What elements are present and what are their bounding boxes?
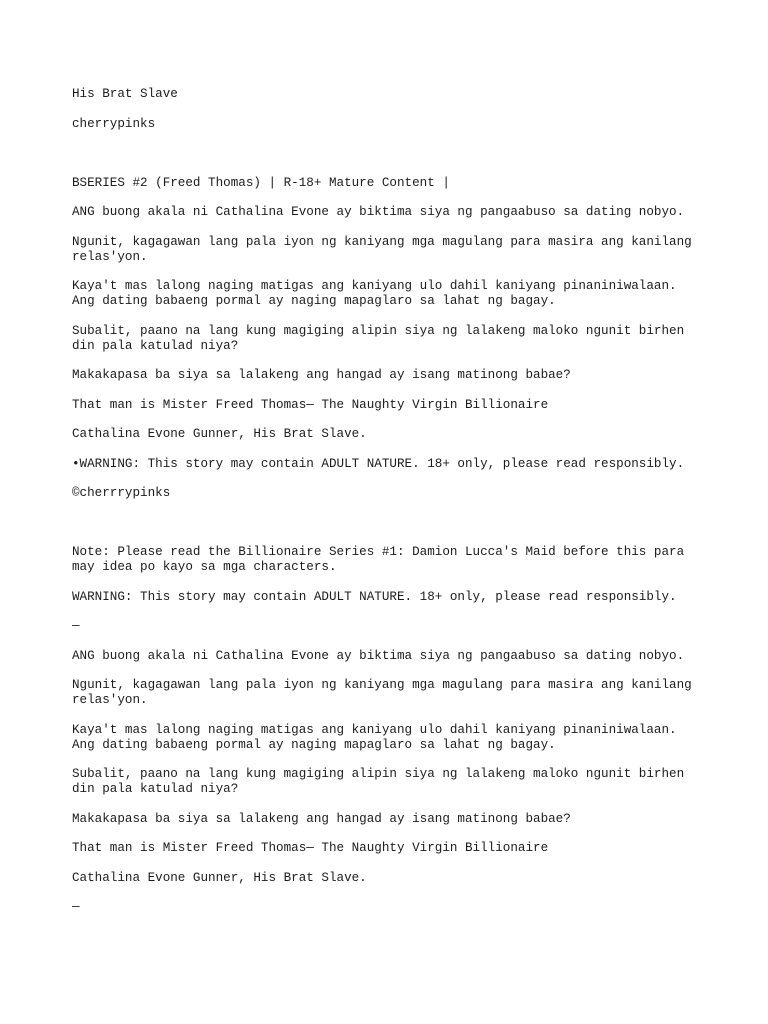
blurb-warning: •WARNING: This story may contain ADULT NATURE. 18+ only, please read responsibly. xyxy=(72,456,685,471)
repeat-paragraph: Cathalina Evone Gunner, His Brat Slave. xyxy=(72,870,367,885)
blurb-series-line: BSERIES #2 (Freed Thomas) | R-18+ Mature Content | xyxy=(72,175,450,190)
blurb-paragraph: Makakapasa ba siya sa lalakeng ang hangad ay isang matinong babae? xyxy=(72,368,571,382)
blurb-paragraph: That man is Mister Freed Thomas— The Naughty Virgin Billionaire xyxy=(72,397,549,412)
blurb-paragraph: Cathalina Evone Gunner, His Brat Slave. xyxy=(72,427,367,441)
blurb-paragraph: ANG buong akala ni Cathalina Evone ay biktima siya ng pangaabuso sa dating nobyo. xyxy=(72,205,685,219)
repeat-paragraph: Subalit, paano na lang kung magiging alipin siya ng lalakeng maloko ngunit birhen din pala katulad niya? xyxy=(72,767,685,796)
blurb-paragraph: Ngunit, kagagawan lang pala iyon ng kaniyang mga magulang para masira ang kanilang relas'yon. xyxy=(72,234,692,264)
blurb-paragraph: Subalit, paano na lang kung magiging alipin siya ng lalakeng maloko ngunit birhen din pala katulad niya? xyxy=(72,323,685,353)
blurb-paragraph: Kaya't mas lalong naging matigas ang kaniyang ulo dahil kaniyang pinaniniwalaan. Ang dating babaeng pormal ay naging mapaglaro sa lahat ng bagay. xyxy=(72,279,677,308)
blurb-copyright: ©cherrrypinks xyxy=(72,486,171,500)
repeat-paragraph: That man is Mister Freed Thomas— The Naughty Virgin Billionaire xyxy=(72,841,549,855)
document-author: cherrypinks xyxy=(72,116,156,131)
reader-note: Note: Please read the Billionaire Series #1: Damion Lucca's Maid before this para may idea po kayo sa mga characters. xyxy=(72,545,685,574)
repeat-paragraph: ANG buong akala ni Cathalina Evone ay biktima siya ng pangaabuso sa dating nobyo. xyxy=(72,648,685,663)
repeat-paragraph: Kaya't mas lalong naging matigas ang kaniyang ulo dahil kaniyang pinaniniwalaan. Ang dating babaeng pormal ay naging mapaglaro sa lahat ng bagay. xyxy=(72,722,677,752)
repeat-paragraph: Makakapasa ba siya sa lalakeng ang hangad ay isang matinong babae? xyxy=(72,811,571,826)
section-separator: — xyxy=(72,900,80,914)
section-separator: — xyxy=(72,619,80,633)
repeat-paragraph: Ngunit, kagagawan lang pala iyon ng kaniyang mga magulang para masira ang kanilang relas'yon. xyxy=(72,678,692,707)
document-title: His Brat Slave xyxy=(72,87,178,101)
document-page xyxy=(72,87,712,930)
content-warning: WARNING: This story may contain ADULT NATURE. 18+ only, please read responsibly. xyxy=(72,589,677,604)
